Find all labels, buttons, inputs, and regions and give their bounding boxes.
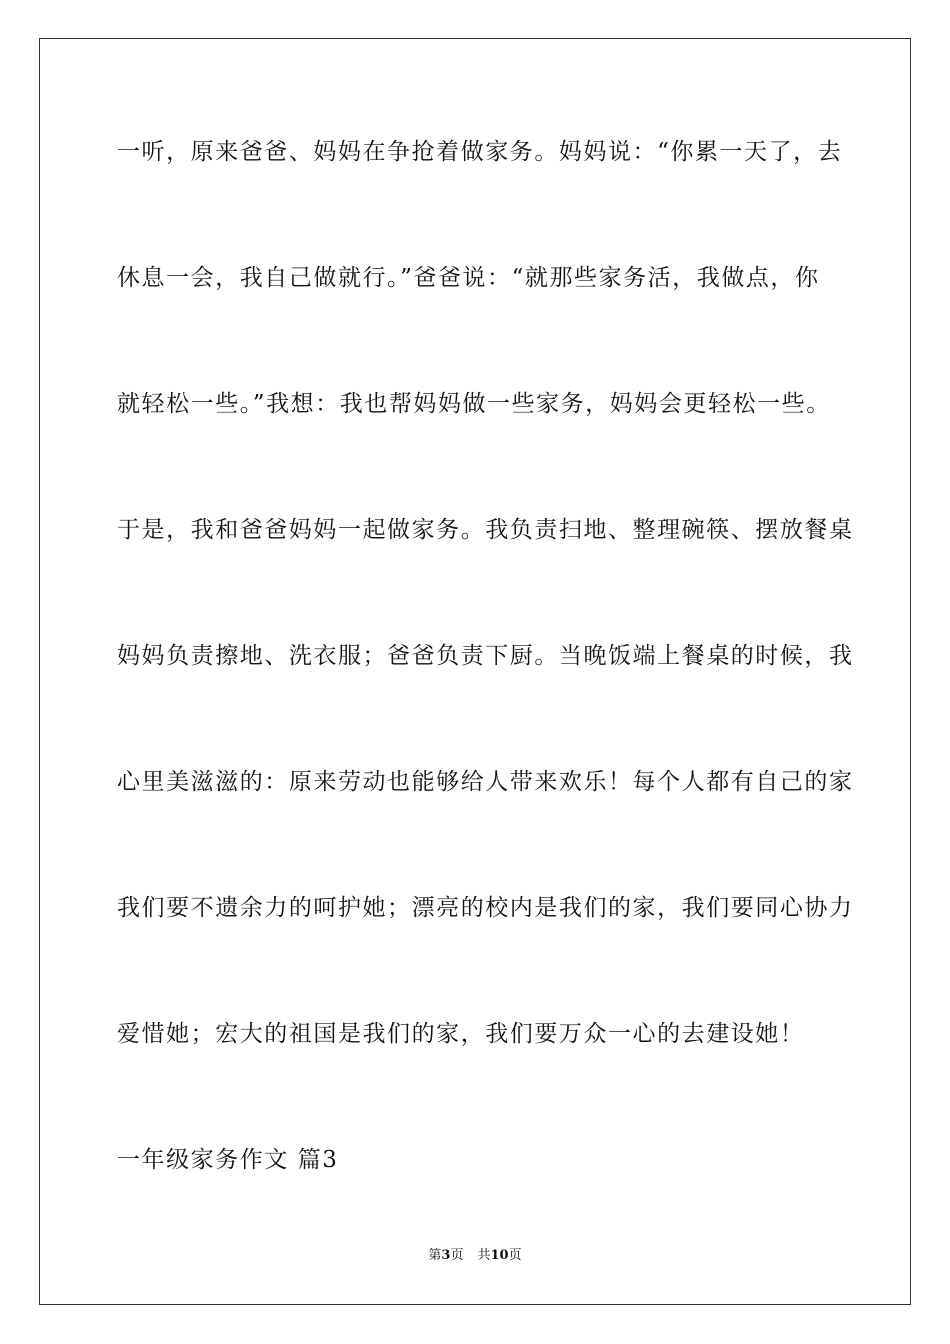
paragraph-line: 妈妈负责擦地、洗衣服；爸爸负责下厨。当晚饭端上餐桌的时候，我: [117, 643, 854, 669]
total-pages-number: 10: [490, 1248, 509, 1263]
footer-total-suffix: 页: [508, 1248, 522, 1263]
page-footer: [0, 1247, 950, 1265]
footer-page-suffix: 页: [450, 1248, 464, 1263]
paragraph-line: 我们要不遗余力的呵护她；漂亮的校内是我们的家，我们要同心协力: [117, 895, 854, 921]
section-heading: 一年级家务作文 篇3: [117, 1147, 339, 1173]
current-page-number: 3: [441, 1248, 451, 1263]
document-body: [117, 128, 854, 1184]
paragraph-line: 就轻松一些。”我想：我也帮妈妈做一些家务，妈妈会更轻松一些。: [117, 391, 831, 417]
footer-total-prefix: 共: [477, 1248, 491, 1263]
paragraph-line: 一听，原来爸爸、妈妈在争抢着做家务。妈妈说：“你累一天了，去: [117, 139, 843, 165]
footer-prefix: 第: [428, 1248, 442, 1263]
paragraph-line: 休息一会，我自己做就行。”爸爸说：“就那些家务活，我做点，你: [117, 265, 820, 291]
paragraph-line: 心里美滋滋的：原来劳动也能够给人带来欢乐！每个人都有自己的家: [117, 769, 854, 795]
paragraph-line: 于是，我和爸爸妈妈一起做家务。我负责扫地、整理碗筷、摆放餐桌: [117, 517, 854, 543]
paragraph-line: 爱惜她；宏大的祖国是我们的家，我们要万众一心的去建设她！: [117, 1021, 805, 1047]
